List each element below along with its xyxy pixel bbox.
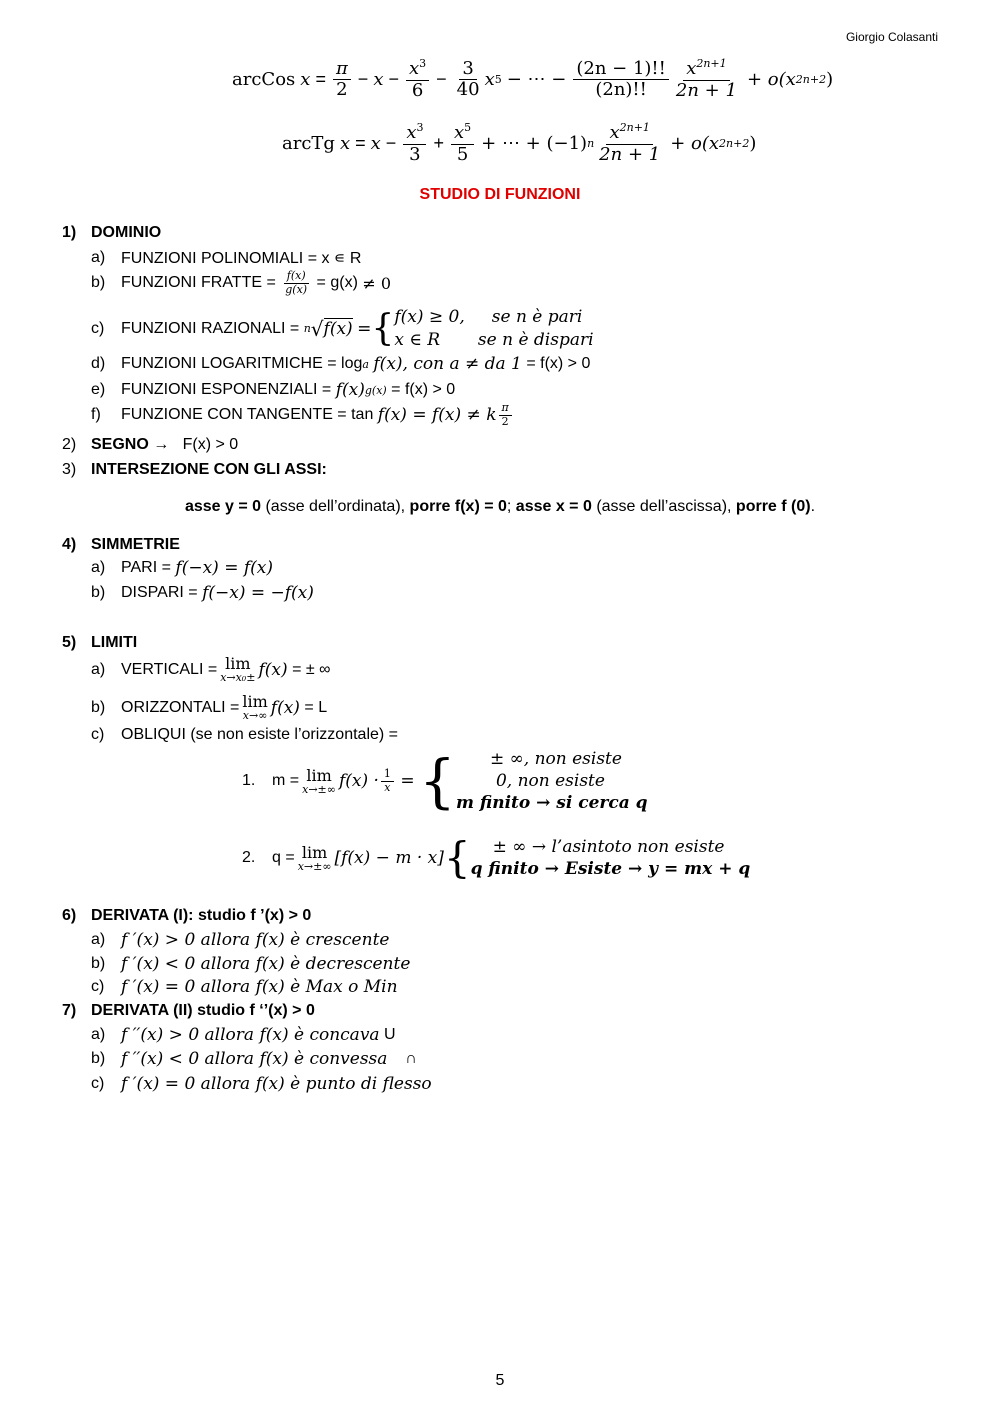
remainder: + o(x xyxy=(670,133,720,155)
item-expr: f ′(x) = 0 allora f(x) è Max o Min xyxy=(121,977,398,997)
exp: 3 xyxy=(419,57,427,70)
item-expr: f(x), con a ≠ da 1 xyxy=(373,354,522,374)
dominio-item-b xyxy=(91,270,391,296)
section-title: DERIVATA (I): studio f ’(x) > 0 xyxy=(91,907,312,924)
frac-num: π xyxy=(333,59,351,81)
lim-label: lim xyxy=(306,765,332,785)
section-title: SEGNO xyxy=(91,436,149,453)
derivata1-item-b xyxy=(91,954,410,974)
case-2: 0, non esiste xyxy=(495,771,605,792)
concave-symbol: U xyxy=(384,1026,396,1043)
section-limiti xyxy=(62,634,137,652)
simmetrie-item-a xyxy=(91,558,273,578)
limiti-item-a xyxy=(91,656,330,683)
item-text: FUNZIONI POLINOMIALI = x ∊ R xyxy=(121,250,362,267)
frac-pi-2 xyxy=(333,59,351,101)
exp: 2n+1 xyxy=(696,57,727,70)
section-number: 6) xyxy=(62,907,77,924)
log-base: a xyxy=(362,357,369,371)
term-x: x xyxy=(373,69,384,91)
term-x: x xyxy=(370,133,381,155)
frac-num: x xyxy=(453,122,465,143)
limit xyxy=(220,656,255,683)
exp: 2n+2 xyxy=(795,73,827,87)
item-letter: a) xyxy=(91,559,106,576)
item-letter: b) xyxy=(91,274,106,292)
section-number: 4) xyxy=(62,536,77,553)
derivata2-item-a xyxy=(91,1025,396,1045)
step-text: q = xyxy=(272,849,295,867)
limit xyxy=(242,694,267,721)
case-1-cond: se n è pari xyxy=(491,307,583,327)
frac-num: x xyxy=(408,58,420,79)
item-text: VERTICALI = xyxy=(121,660,218,678)
derivata2-item-c xyxy=(91,1074,432,1094)
case-1: ± ∞ → l’asintoto non esiste xyxy=(492,837,725,857)
exp: n xyxy=(587,137,595,151)
section-derivata-1 xyxy=(62,907,311,925)
paren: ) xyxy=(826,69,834,91)
item-letter: c) xyxy=(91,726,105,743)
item-letter: c) xyxy=(91,978,105,995)
item-expr: f ′′(x) > 0 allora f(x) è concava xyxy=(121,1025,380,1045)
item-expr: f ′(x) < 0 allora f(x) è decrescente xyxy=(121,954,411,974)
case-1: f(x) ≥ 0, xyxy=(394,307,465,327)
header-author: Giorgio Colasanti xyxy=(845,30,938,44)
frac-num: f(x) xyxy=(284,270,309,284)
exp: 5 xyxy=(464,121,472,134)
item-text: OBLIQUI (se non esiste l’orizzontale) = xyxy=(121,726,399,743)
root-arg: f(x) xyxy=(323,319,353,340)
item-tail: = f(x) > 0 xyxy=(391,381,456,398)
item-expr: f ′(x) > 0 allora f(x) è crescente xyxy=(121,930,390,950)
convex-symbol: ∩ xyxy=(405,1050,417,1067)
section-intersezione xyxy=(62,461,327,479)
case-2-cond: se n è dispari xyxy=(477,329,594,350)
derivata2-item-b xyxy=(91,1049,417,1069)
simmetrie-item-b xyxy=(91,583,314,603)
frac-power xyxy=(673,58,740,101)
cases xyxy=(456,748,648,814)
item-expr: f(x) · xyxy=(338,771,379,792)
term-x5: x xyxy=(484,69,495,91)
lim-under: x→x₀± xyxy=(220,671,256,684)
arrow-icon: → xyxy=(148,436,170,453)
step-text: m = xyxy=(272,772,300,790)
section-title: DOMINIO xyxy=(91,224,162,241)
sqrt-icon: √ xyxy=(310,316,324,341)
item-text: FUNZIONI FRATTE = xyxy=(121,274,276,292)
item-letter: a) xyxy=(91,660,106,678)
item-expr: f(x) = f(x) ≠ k xyxy=(377,405,497,426)
step-number: 2. xyxy=(242,849,256,867)
frac-den: 40 xyxy=(456,79,480,101)
frac-den: 2n + 1 xyxy=(599,143,661,165)
derivata1-item-a xyxy=(91,930,389,950)
item-cond: ≠ 0 xyxy=(362,273,392,293)
case-1: ± ∞, non esiste xyxy=(489,749,622,769)
exp: 2n+1 xyxy=(619,121,650,134)
item-expr: f(x) xyxy=(258,659,288,680)
case-2: x ∈ R xyxy=(394,329,441,350)
item-expr: f(−x) = f(x) xyxy=(175,558,273,578)
section-number: 5) xyxy=(62,634,77,651)
frac-den: 3 xyxy=(409,143,421,165)
item-text: ORIZZONTALI = xyxy=(121,698,240,716)
frac-num: (2n − 1)!! xyxy=(573,59,669,81)
limit xyxy=(302,765,336,796)
formula-arctg: arcTg x = x − $\frac{x^3}{3}$ + $\frac{x^5}{5}$ + ⋯ + (−1) n $\frac{x^{2n+1}}{2n + 1}$ + o(x 2n+2 ) xyxy=(282,121,757,165)
frac-num: 3 xyxy=(459,59,476,81)
dots: + ⋯ + (−1) xyxy=(481,133,588,155)
item-letter: a) xyxy=(91,1026,106,1043)
axis-y: asse y = 0 xyxy=(184,498,262,515)
section-title: INTERSEZIONE CON GLI ASSI: xyxy=(91,461,327,478)
item-letter: b) xyxy=(91,955,106,972)
lim-under: x→±∞ xyxy=(302,782,336,796)
item-text: FUNZIONE CON TANGENTE = tan xyxy=(121,406,374,424)
root-index: n xyxy=(303,322,311,336)
lim-label: lim xyxy=(242,692,268,711)
intersezione-text xyxy=(0,498,1000,516)
axis-x-rule: porre f (0) xyxy=(735,498,811,515)
sep: ; xyxy=(506,498,516,515)
section-simmetrie xyxy=(62,536,180,554)
brace-icon: { xyxy=(443,833,471,883)
limit xyxy=(297,842,332,873)
exp: 5 xyxy=(494,73,502,87)
item-letter: b) xyxy=(91,698,106,716)
section-title: DERIVATA (II) studio f ‘’(x) > 0 xyxy=(91,1002,315,1019)
axis-x: asse x = 0 xyxy=(515,498,592,515)
cases xyxy=(394,306,593,352)
dominio-item-c xyxy=(91,306,594,352)
axis-y-note: (asse dell’ordinata), xyxy=(261,498,410,515)
section-title: SIMMETRIE xyxy=(91,536,180,553)
frac-num: π xyxy=(499,402,512,416)
step-number: 1. xyxy=(242,772,256,790)
exp-base: f(x) xyxy=(335,380,365,400)
derivata1-item-c xyxy=(91,977,398,997)
case-2: q finito → Esiste → y = mx + q xyxy=(470,859,751,880)
exp: 3 xyxy=(416,121,424,134)
item-letter: e) xyxy=(91,381,106,398)
oblique-q xyxy=(242,833,751,883)
frac-1-x xyxy=(381,768,394,794)
axis-x-note: (asse dell’ascissa), xyxy=(591,498,736,515)
axis-y-rule: porre f(x) = 0 xyxy=(409,498,507,515)
item-letter: a) xyxy=(91,931,106,948)
frac-num: x xyxy=(686,58,697,79)
item-text: FUNZIONI ESPONENZIALI = xyxy=(121,381,332,398)
arccos-name: arcCos xyxy=(232,69,296,91)
frac-f-g xyxy=(282,270,310,296)
section-segno xyxy=(62,436,238,454)
frac-den: g(x) xyxy=(285,282,308,296)
frac-power xyxy=(596,122,663,165)
frac-den: 2 xyxy=(336,79,348,101)
frac-den: x xyxy=(384,780,391,794)
period: . xyxy=(810,498,816,515)
frac-x3-6 xyxy=(406,58,429,101)
frac-den: 2 xyxy=(501,414,509,428)
formula-arccos: arcCos x = $\frac{\pi}{2}$ − x − $\frac{x^3}{6}$ − $\frac{3}{40}$ x 5 − ⋯ − $\frac{(2n - 1)!!}{(2n)!!}$ $\frac{x^{2n+1}}{2n + 1}$ + o(x 2n+2 ) xyxy=(232,57,834,101)
case-3: m finito → si cerca q xyxy=(455,793,648,814)
exp: g(x) xyxy=(364,383,387,397)
dominio-item-e xyxy=(91,380,455,400)
eq: = xyxy=(357,318,372,339)
brace-icon: { xyxy=(419,747,456,816)
exp: 2n+2 xyxy=(719,137,750,151)
page-number: 5 xyxy=(495,1372,505,1389)
item-tail: = ± ∞ xyxy=(292,660,331,678)
limiti-item-c xyxy=(91,726,398,744)
page-title: STUDIO DI FUNZIONI xyxy=(419,186,581,203)
section-number: 2) xyxy=(62,436,77,453)
brace-icon: { xyxy=(371,307,395,349)
lim-label: lim xyxy=(225,654,251,673)
item-text: FUNZIONI LOGARITMICHE = log xyxy=(121,355,363,372)
frac-num: 1 xyxy=(381,768,394,782)
lim-under: x→∞ xyxy=(242,709,268,722)
frac-den: 2n + 1 xyxy=(675,79,737,101)
item-letter: b) xyxy=(91,1050,106,1067)
section-derivata-2 xyxy=(62,1002,315,1020)
arccos-var: x xyxy=(300,69,311,91)
item-letter: d) xyxy=(91,355,106,372)
paren: ) xyxy=(749,133,757,155)
frac-den: 6 xyxy=(411,79,424,101)
frac-num: x xyxy=(609,122,620,143)
item-text: PARI = xyxy=(121,559,171,576)
frac-num: x xyxy=(406,122,417,143)
oblique-m xyxy=(242,748,648,814)
item-expr: f ′(x) = 0 allora f(x) è punto di flesso xyxy=(121,1074,432,1094)
item-letter: a) xyxy=(91,249,106,266)
item-tail: = f(x) > 0 xyxy=(526,355,591,372)
dominio-item-d xyxy=(91,354,590,374)
section-number: 1) xyxy=(62,224,77,241)
frac-3-40 xyxy=(454,59,483,101)
section-number: 7) xyxy=(62,1002,77,1019)
item-expr: [f(x) − m · x] xyxy=(334,848,444,869)
item-text: DISPARI = xyxy=(121,584,198,601)
item-letter: b) xyxy=(91,584,106,601)
item-letter: c) xyxy=(91,1075,105,1092)
lim-label: lim xyxy=(301,842,328,862)
item-expr: f(x) xyxy=(270,697,300,718)
section-number: 3) xyxy=(62,461,77,478)
item-letter: f) xyxy=(91,406,101,424)
limiti-item-b xyxy=(91,694,327,721)
arctg-var: x xyxy=(339,133,351,155)
section-title: LIMITI xyxy=(91,634,138,651)
item-expr: f ′′(x) < 0 allora f(x) è convessa xyxy=(121,1049,388,1069)
item-tail: = g(x) xyxy=(316,274,358,292)
item-letter: c) xyxy=(91,319,105,337)
frac-double-factorial xyxy=(573,59,669,101)
eq: = xyxy=(400,771,415,792)
lim-under: x→±∞ xyxy=(297,859,332,873)
arctg-name: arcTg xyxy=(282,133,335,155)
dominio-item-f xyxy=(91,402,514,428)
section-dominio xyxy=(62,224,161,242)
section-text: F(x) > 0 xyxy=(182,436,239,453)
item-tail: = L xyxy=(304,698,328,716)
frac-x5-5 xyxy=(451,122,474,165)
frac-x3-3 xyxy=(403,122,426,165)
frac-pi-2-small xyxy=(499,402,512,428)
cases xyxy=(471,836,751,880)
item-text: FUNZIONI RAZIONALI = xyxy=(121,319,300,337)
frac-den: (2n)!! xyxy=(595,79,647,101)
frac-den: 5 xyxy=(456,143,469,165)
dominio-item-a xyxy=(91,248,361,268)
item-expr: f(−x) = −f(x) xyxy=(202,583,314,603)
remainder: + o(x xyxy=(746,69,796,91)
dots: − ⋯ − xyxy=(506,69,567,91)
